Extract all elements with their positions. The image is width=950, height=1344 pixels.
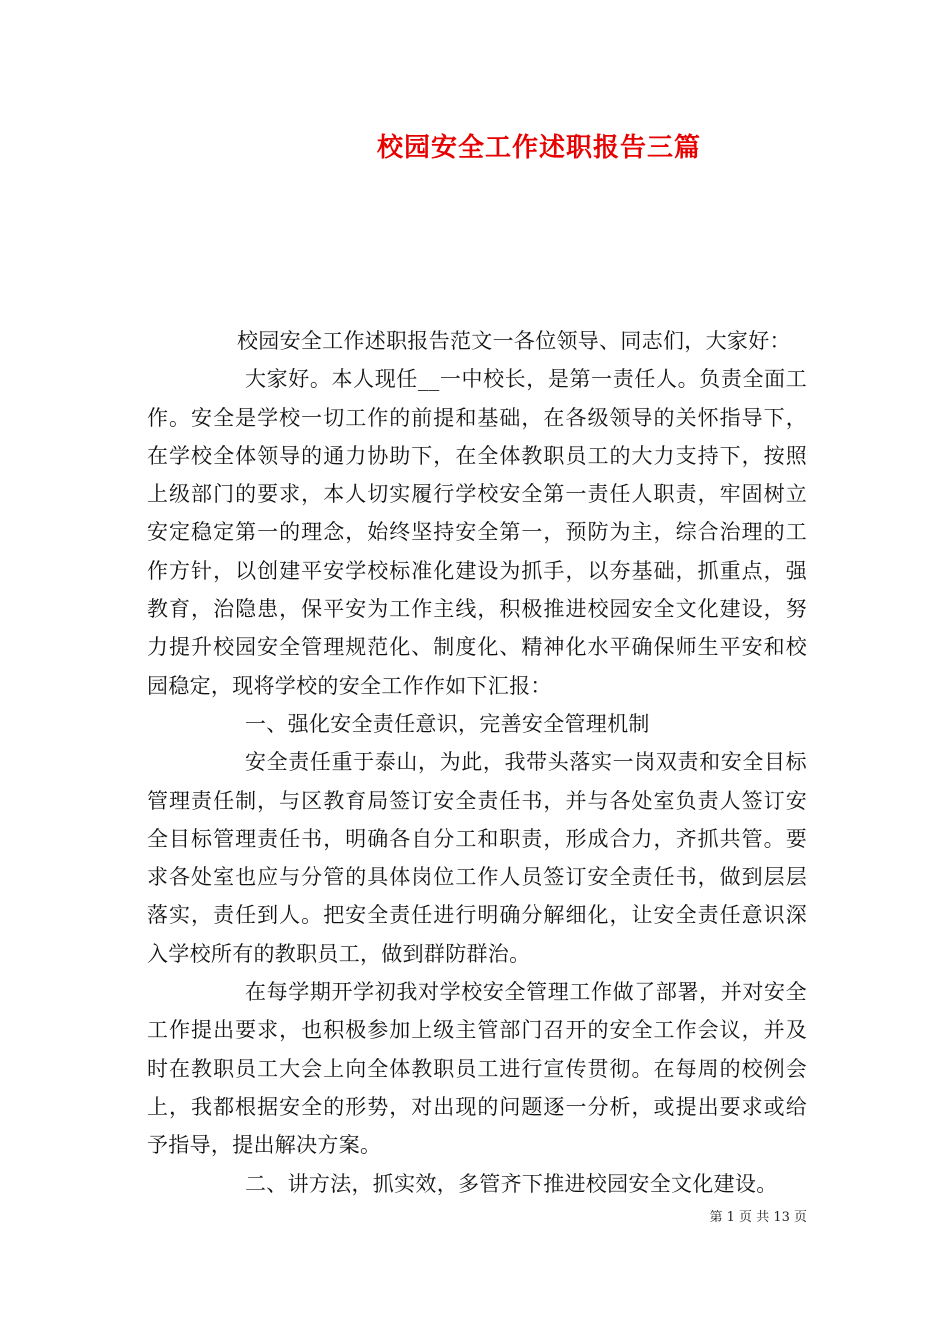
body-paragraph: 大家好。本人现任__一中校长，是第一责任人。负责全面工作。安全是学校一切工作的前提和基础，在各级领导的关怀指导下，在学校全体领导的通力协助下，在全体教职员工的大力支持下，按照上级部门的要求，本人切实履行学校安全第一责任人职责，牢固树立安定稳定第一的理念，始终坚持安全第一，预防为主，综合治理的工作方针，以创建平安学校标准化建设为抓手，以夯基础，抓重点，强教育，治隐患，保平安为工作主线，积极推进校园安全文化建设，努力提升校园安全管理规范化、制度化、精神化水平确保师生平安和校园稳定，现将学校的安全工作作如下汇报：: [147, 367, 807, 698]
document-body: [147, 322, 807, 1203]
intro-paragraph: 校园安全工作述职报告范文一各位领导、同志们，大家好：: [237, 329, 791, 353]
page-number: 第 1 页 共 13 页: [709, 1210, 807, 1225]
page-title: 校园安全工作述职报告三篇: [376, 133, 701, 163]
section-heading: 二、讲方法，抓实效，多管齐下推进校园安全文化建设。: [245, 1171, 778, 1196]
body-paragraph: 在每学期开学初我对学校安全管理工作做了部署，并对安全工作提出要求，也积极参加上级主管部门召开的安全工作会议，并及时在教职员工大会上向全体教职员工进行宣传贯彻。在每周的校例会上，我都根据安全的形势，对出现的问题逐一分析，或提出要求或给予指导，提出解决方案。: [147, 980, 807, 1158]
section-heading: 一、强化安全责任意识，完善安全管理机制: [245, 711, 650, 736]
body-paragraph: 安全责任重于泰山，为此，我带头落实一岗双责和安全目标管理责任制，与区教育局签订安全责任书，并与各处室负责人签订安全目标管理责任书，明确各自分工和职责，形成合力，齐抓共管。要求各处室也应与分管的具体岗位工作人员签订安全责任书，做到层层落实，责任到人。把安全责任进行明确分解细化，让安全责任意识深入学校所有的教职员工，做到群防群治。: [147, 750, 807, 966]
